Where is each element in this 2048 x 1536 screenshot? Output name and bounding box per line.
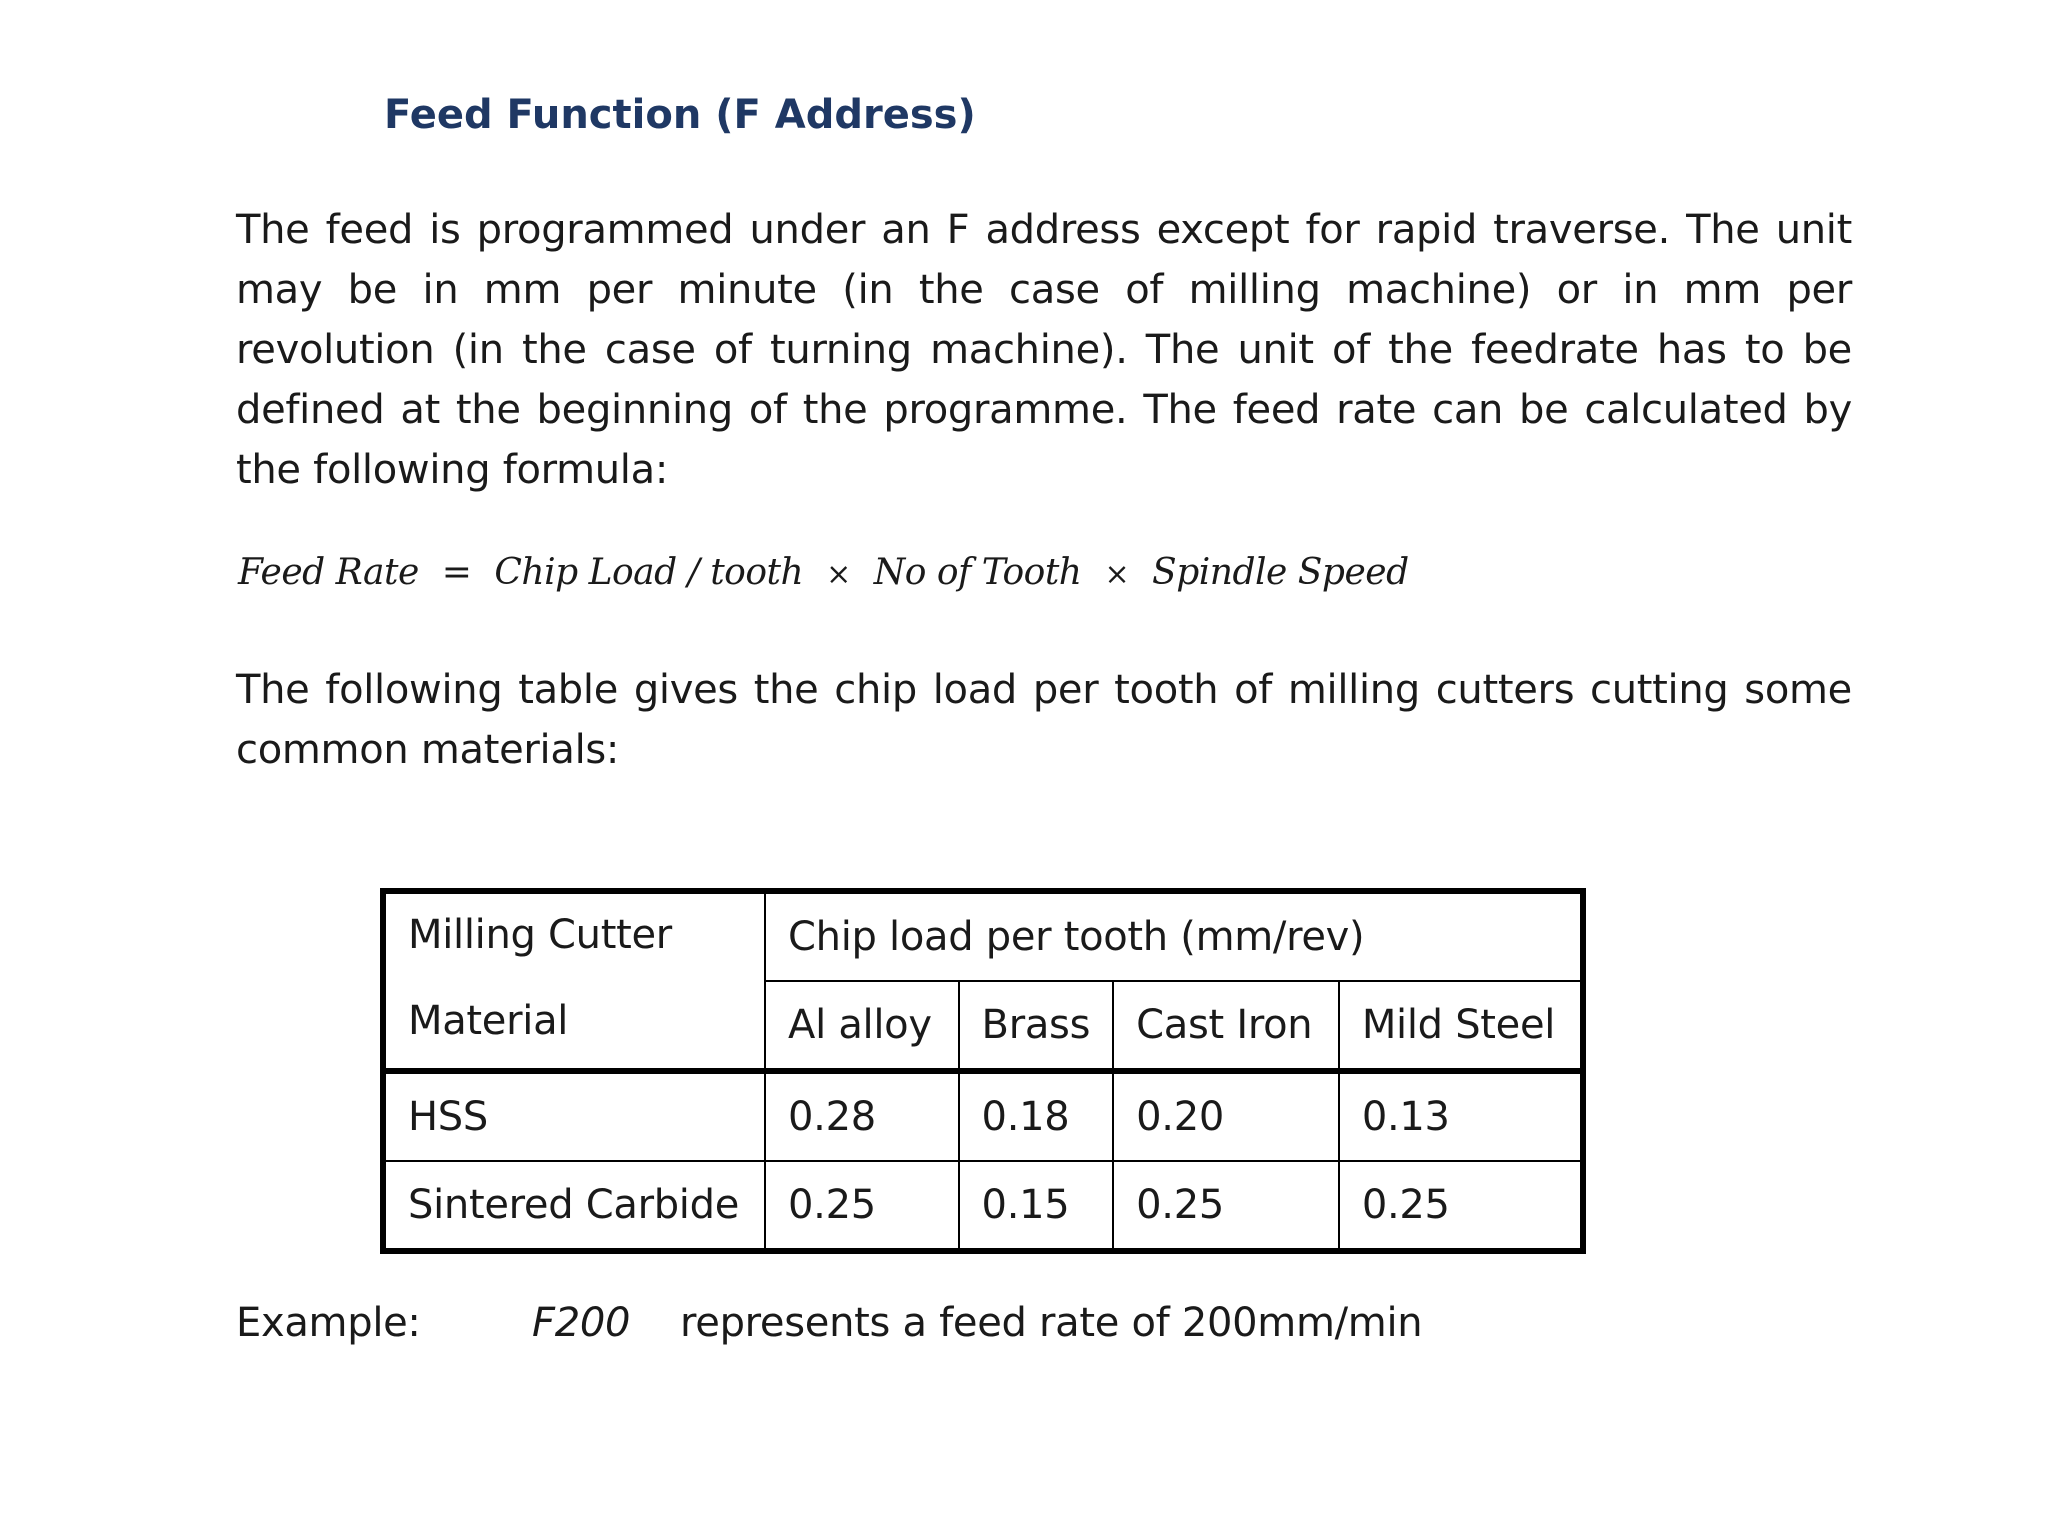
- table-cell: 0.18: [959, 1071, 1114, 1161]
- feed-rate-formula: [238, 552, 1409, 593]
- column-header-cast-iron: Cast Iron: [1113, 981, 1339, 1071]
- header-chip-load-group: Chip load per tooth (mm/rev): [765, 891, 1583, 981]
- header-cutter-line-2: Material: [408, 998, 569, 1044]
- table-cell: 0.20: [1113, 1071, 1339, 1161]
- table-cell: 0.25: [1113, 1161, 1339, 1251]
- example-description: represents a feed rate of 200mm/min: [680, 1300, 1423, 1346]
- formula-times-2: ×: [1104, 557, 1130, 592]
- formula-term-chip-load: Chip Load / tooth: [494, 552, 804, 593]
- table-cell: 0.13: [1339, 1071, 1583, 1161]
- table-intro-paragraph: The following table gives the chip load per tooth of milling cutters cutting some common materials:: [236, 667, 1852, 773]
- table-cell: 0.15: [959, 1161, 1114, 1251]
- table-cell: 0.25: [1339, 1161, 1583, 1251]
- formula-equals: =: [441, 552, 472, 593]
- table-row: [383, 1071, 1583, 1161]
- example-line: [236, 1300, 1423, 1346]
- column-header-al-alloy: Al alloy: [765, 981, 959, 1071]
- intro-paragraph: The feed is programmed under an F address except for rapid traverse. The unit may be in mm per minute (in the case of milling machine) or in mm per revolution (in the case of turning machine). The unit of the feedrate has to be defined at the beginning of the programme. The feed rate can be calculated by the following formula:: [236, 207, 1852, 493]
- formula-term-no-of-tooth: No of Tooth: [873, 552, 1082, 593]
- table-row: [383, 1161, 1583, 1251]
- table-cell: 0.28: [765, 1071, 959, 1161]
- row-material-hss: HSS: [383, 1071, 765, 1161]
- table-header-row-1: [383, 891, 1583, 981]
- formula-term-spindle-speed: Spindle Speed: [1152, 552, 1409, 593]
- example-code: F200: [532, 1300, 631, 1346]
- column-header-mild-steel: Mild Steel: [1339, 981, 1583, 1071]
- section-heading: Feed Function (F Address): [384, 92, 976, 138]
- example-label: Example:: [236, 1300, 421, 1346]
- header-cutter-material: [383, 891, 765, 1071]
- formula-lhs: Feed Rate: [238, 552, 419, 593]
- chip-load-table: [380, 888, 1586, 1254]
- formula-times-1: ×: [826, 557, 851, 592]
- column-header-brass: Brass: [959, 981, 1114, 1071]
- row-material-sintered-carbide: Sintered Carbide: [383, 1161, 765, 1251]
- header-cutter-line-1: Milling Cutter: [408, 912, 672, 958]
- table-cell: 0.25: [765, 1161, 959, 1251]
